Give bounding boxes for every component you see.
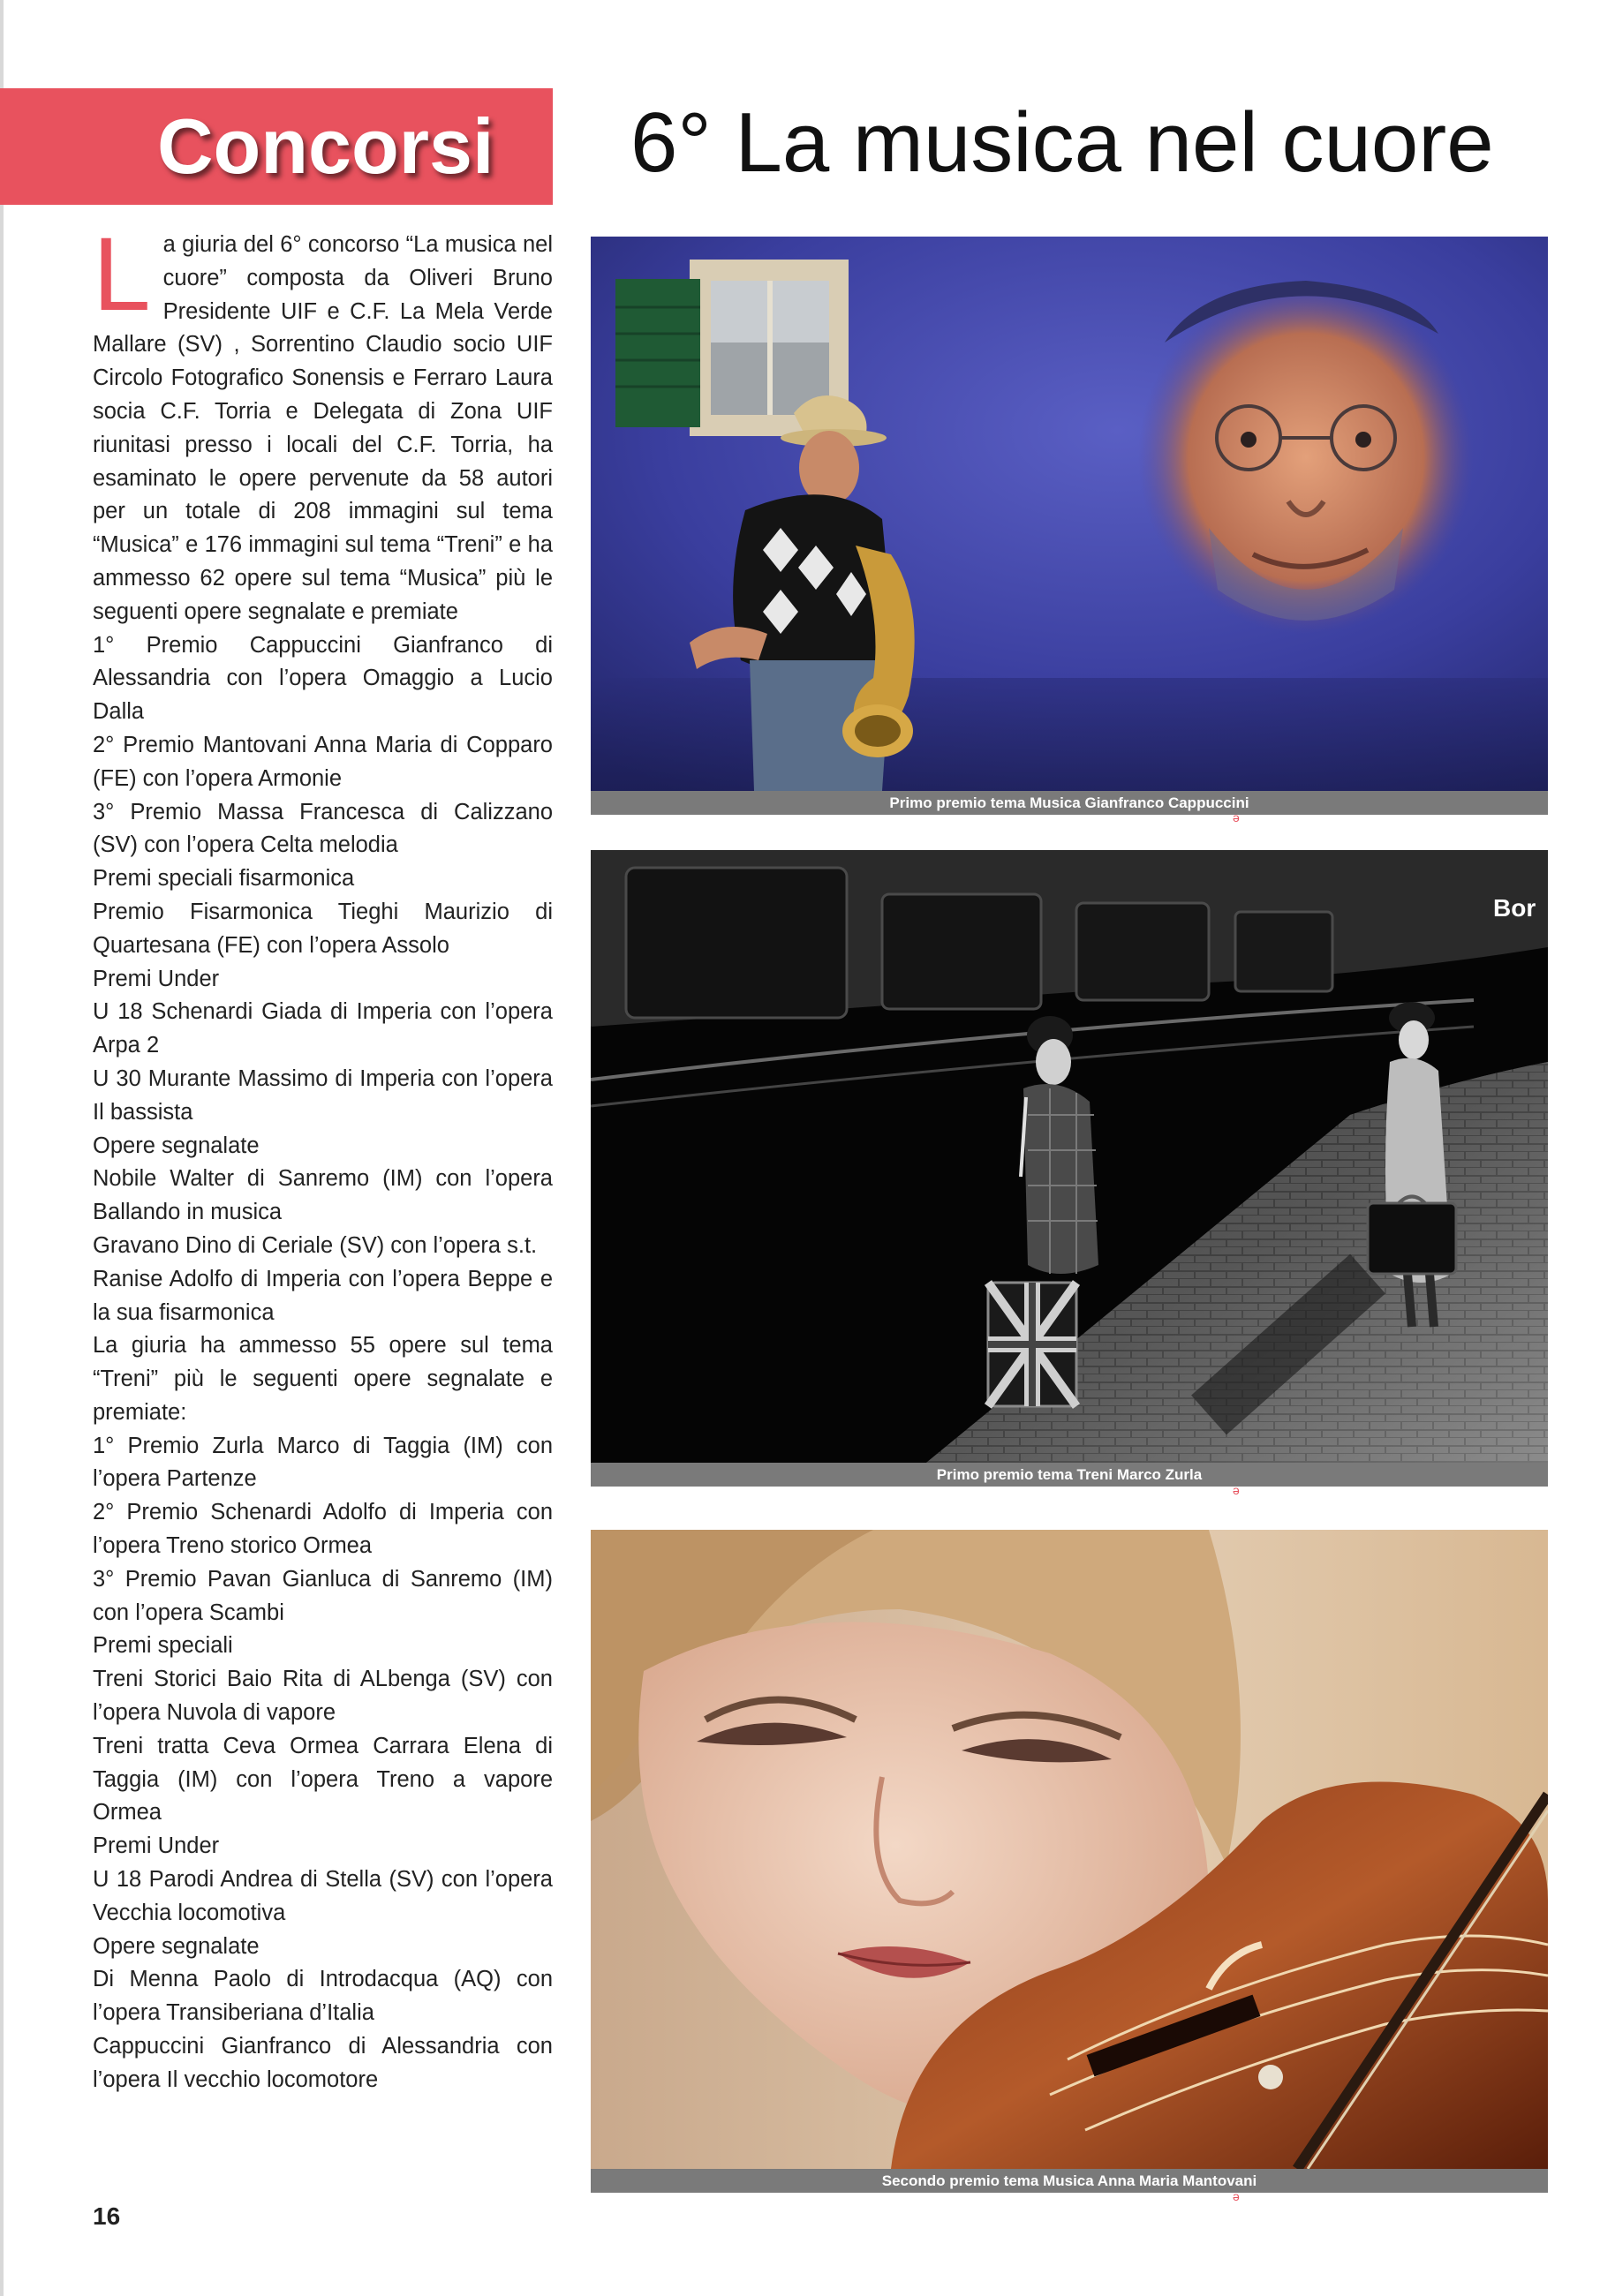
photo-violinist xyxy=(591,1530,1548,2169)
article-paragraph: Premi Under xyxy=(93,1833,220,1859)
photo-caption: Primo premio tema Musica Gianfranco Cappuccini xyxy=(591,791,1548,815)
article-paragraph: Opere segnalate xyxy=(93,1133,260,1158)
photo-saxophonist xyxy=(591,237,1548,791)
article-body xyxy=(93,216,553,2097)
article-paragraph: Opere segnalate xyxy=(93,1933,260,1959)
article-paragraph: U 18 Parodi Andrea di Stella (SV) con l’opera Vecchia locomotiva xyxy=(93,1867,553,1925)
page-number: 16 xyxy=(93,2202,121,2230)
article-paragraph: Treni tratta Ceva Ormea Carrara Elena di Taggia (IM) con l’opera Treno a vapore Ormea xyxy=(93,1733,553,1826)
article-paragraph: Treni Storici Baio Rita di ALbenga (SV) con l’opera Nuvola di vapore xyxy=(93,1667,553,1726)
photo-caption: Primo premio tema Treni Marco Zurla xyxy=(591,1463,1548,1487)
page-edge-rule xyxy=(0,0,4,2296)
photo-train-platform xyxy=(591,850,1548,1463)
article-paragraph: 3° Premio Pavan Gianluca di Sanremo (IM) con l’opera Scambi xyxy=(93,1566,553,1625)
article-paragraph: Cappuccini Gianfranco di Alessandria con l’opera Il vecchio locomotore xyxy=(93,2034,553,2092)
article-paragraph: 3° Premio Massa Francesca di Calizzano (SV) con l’opera Celta melodia xyxy=(93,799,553,858)
article-paragraph: Premi speciali fisarmonica xyxy=(93,866,355,892)
station-sign-text: Bor xyxy=(1493,894,1536,922)
article-paragraph: 1° Premio Cappuccini Gianfranco di Alessandria con l’opera Omaggio a Lucio Dalla xyxy=(93,632,553,725)
article-paragraph: Premio Fisarmonica Tieghi Maurizio di Quartesana (FE) con l’opera Assolo xyxy=(93,899,553,958)
caption-mark: ə xyxy=(1233,810,1240,824)
page-title: 6° La musica nel cuore xyxy=(630,95,1494,190)
article-paragraph: Gravano Dino di Ceriale (SV) con l’opera s.t. xyxy=(93,1232,538,1258)
section-label: Concorsi xyxy=(157,102,494,190)
article-paragraph: 2° Premio Schenardi Adolfo di Imperia con l’opera Treno storico Ormea xyxy=(93,1500,553,1559)
article-paragraph: Premi Under xyxy=(93,966,220,991)
caption-mark: ə xyxy=(1233,2189,1240,2203)
article-paragraph: Di Menna Paolo di Introdacqua (AQ) con l’opera Transiberiana d’Italia xyxy=(93,1967,553,2026)
article-paragraph: La giuria ha ammesso 55 opere sul tema “Treni” più le seguenti opere segnalate e premiate: xyxy=(93,1333,553,1425)
article-paragraph: U 30 Murante Massimo di Imperia con l’opera Il bassista xyxy=(93,1065,553,1125)
section-tab xyxy=(0,88,553,205)
article-paragraph: 1° Premio Zurla Marco di Taggia (IM) con l’opera Partenze xyxy=(93,1433,553,1492)
photo-caption: Secondo premio tema Musica Anna Maria Mantovani xyxy=(591,2169,1548,2193)
article-paragraph: Nobile Walter di Sanremo (IM) con l’opera Ballando in musica xyxy=(93,1166,553,1225)
article-paragraph: a giuria del 6° concorso “La musica nel cuore” composta da Oliveri Bruno Presidente UIF e C.F. La Mela Verde Mallare (SV) , Sorrentino Claudio socio UIF Circolo Fotografico Sonensis e Ferraro Laura socia C.F. Torria e Delegata di Zona UIF riunitasi presso i locali del C.F. Torria, ha esaminato le opere pervenute da 58 autori per un totale di 208 immagini sul tema “Musica” e 176 immagini sul tema “Treni” e ha ammesso 62 opere sul tema “Musica” più le seguenti opere segnalate e premiate xyxy=(93,232,553,624)
drop-cap: L xyxy=(93,216,151,333)
article-paragraph: U 18 Schenardi Giada di Imperia con l’opera Arpa 2 xyxy=(93,999,553,1058)
caption-mark: ə xyxy=(1233,1483,1240,1497)
article-paragraph: Ranise Adolfo di Imperia con l’opera Beppe e la sua fisarmonica xyxy=(93,1266,553,1325)
article-paragraph: 2° Premio Mantovani Anna Maria di Copparo (FE) con l’opera Armonie xyxy=(93,732,553,791)
article-paragraph: Premi speciali xyxy=(93,1633,233,1659)
